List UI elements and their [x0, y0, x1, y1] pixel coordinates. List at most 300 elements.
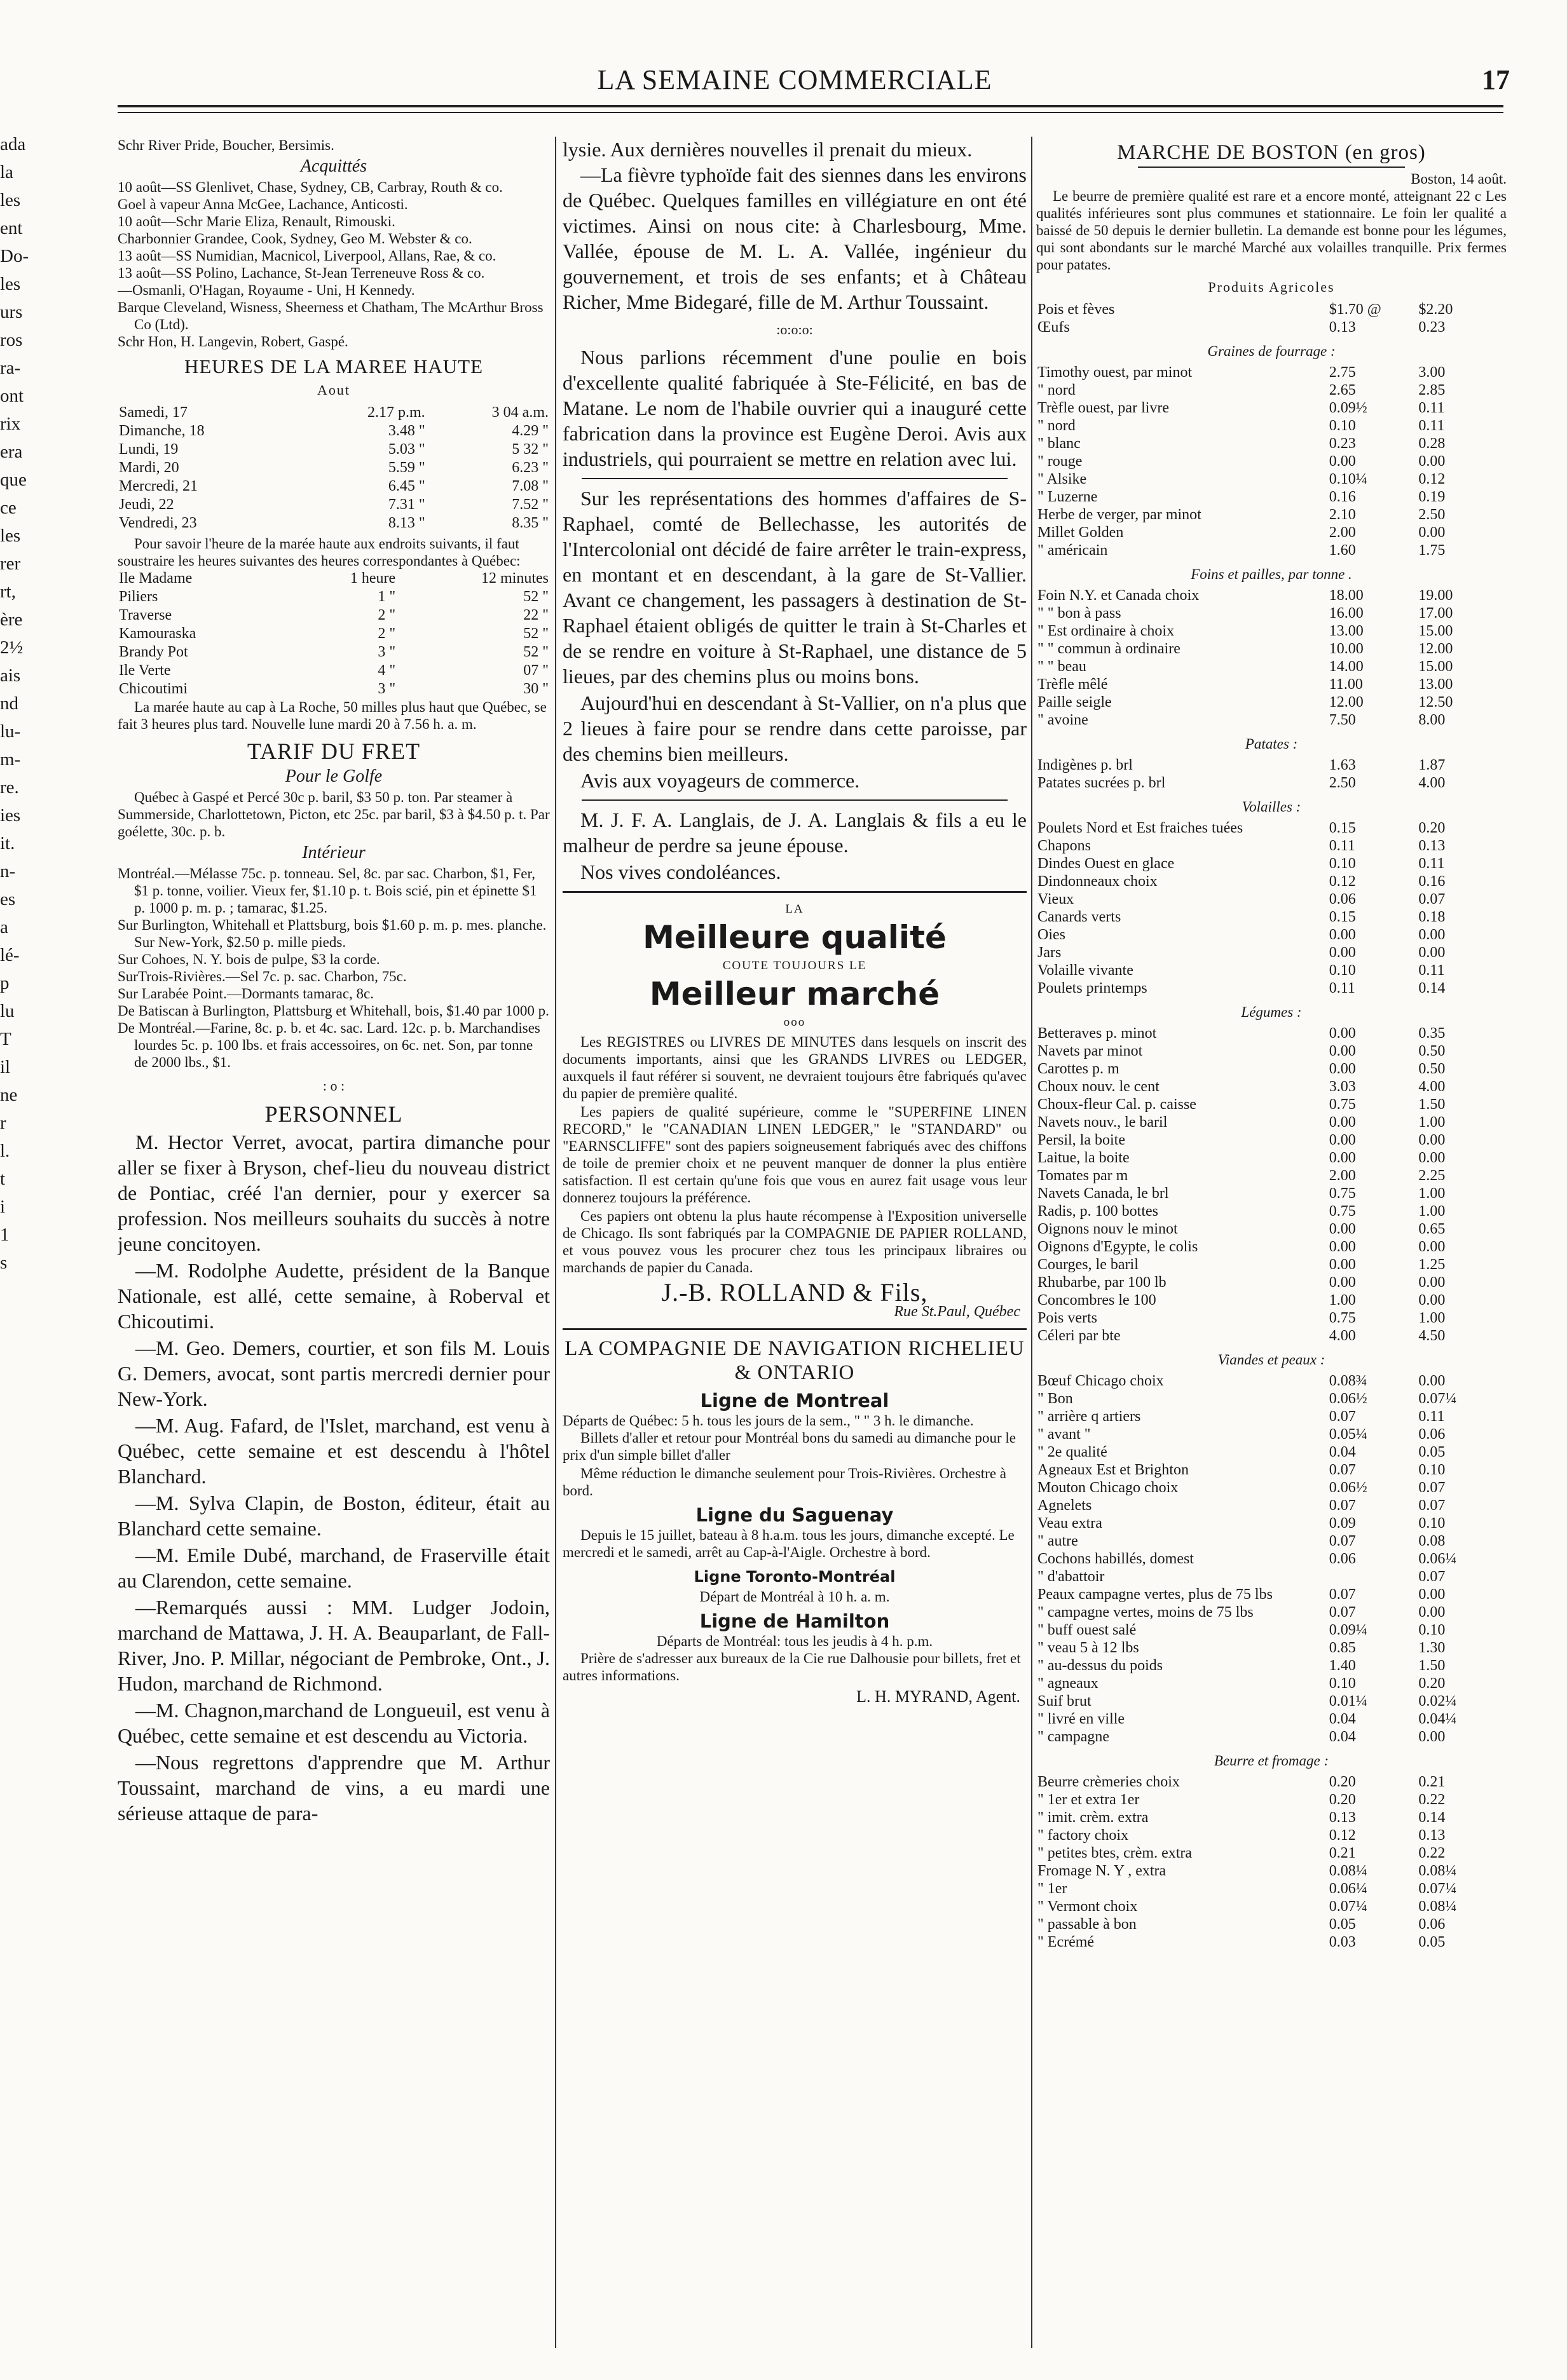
price-label: Veau extra: [1037, 1515, 1102, 1532]
price-label: Céleri par bte: [1037, 1328, 1121, 1344]
column-divider-1: [555, 137, 556, 2348]
price-category-heading: Légumes :: [1241, 1004, 1302, 1020]
price-row: [1036, 1639, 1507, 1657]
price-low: 0.75: [1329, 1096, 1356, 1113]
price-low: 0.75: [1329, 1203, 1356, 1220]
tide-places-table: [118, 569, 550, 698]
price-row: [1036, 1461, 1507, 1479]
price-row: [1036, 1550, 1507, 1568]
price-label: Jars: [1037, 944, 1062, 961]
price-high: 0.11: [1418, 962, 1445, 979]
price-row: [1036, 1880, 1507, 1898]
ad-firm-name: J.-B. ROLLAND & Fils,: [661, 1278, 928, 1307]
paragraph: Aujourd'hui en descendant à St-Vallier, on n'a plus que 2 lieues à faire pour se rendre dans cette paroisse, par des chemins bien meilleurs.: [563, 691, 1027, 765]
margin-fragment: que: [0, 470, 27, 490]
price-high: 0.07: [1418, 1497, 1446, 1514]
tide-footer: La marée haute au cap à La Roche, 50 milles plus haut que Québec, se fait 3 heures plus tard. Nouvelle lune mardi 20 à 7.56 h. a. m.: [118, 699, 547, 732]
navigation-advertisement: [563, 1336, 1027, 1706]
tide-pm: 5.03 ": [388, 441, 425, 458]
price-label: Œufs: [1037, 319, 1070, 336]
price-high: 0.00: [1418, 524, 1446, 541]
ad-headline-quality: Meilleure qualité: [643, 919, 947, 956]
price-high: 15.00: [1418, 623, 1453, 639]
margin-fragment: it.: [0, 833, 15, 853]
tide-minutes: 52 ": [523, 588, 549, 605]
price-low: 2.00: [1329, 524, 1356, 541]
tide-hours: 1 heure: [350, 570, 396, 587]
price-row: [1036, 979, 1507, 997]
tide-row: [118, 404, 550, 422]
price-row: [1036, 774, 1507, 792]
price-low: 2.00: [1329, 1167, 1356, 1184]
price-label: Persil, la boite: [1037, 1132, 1125, 1148]
price-label: Dindes Ouest en glace: [1037, 855, 1175, 872]
price-label: " nord: [1037, 418, 1076, 434]
tide-hours: 2 ": [378, 625, 396, 642]
price-high: 2.50: [1418, 507, 1446, 523]
price-high: 0.06: [1418, 1426, 1446, 1443]
price-low: 0.04: [1329, 1729, 1356, 1745]
price-high: 0.07¼: [1418, 1391, 1457, 1407]
price-row: [1036, 488, 1507, 506]
shipping-intro: Schr River Pride, Boucher, Bersimis.: [118, 137, 334, 153]
market-dateline: Boston, 14 août.: [1411, 171, 1507, 187]
margin-fragment: Do-: [0, 246, 29, 266]
price-row: [1036, 1497, 1507, 1514]
personnel-heading: PERSONNEL: [264, 1101, 403, 1127]
price-low: 1.63: [1329, 757, 1356, 773]
column-1: [118, 137, 550, 2348]
price-label: Trèfle ouest, par livre: [1037, 400, 1170, 416]
paragraph: Nos vives condoléances.: [580, 860, 781, 883]
tide-pm: 7.31 ": [388, 496, 425, 513]
price-low: 0.06: [1329, 891, 1356, 908]
personnel-paragraph: —Remarqués aussi : MM. Ludger Jodoin, marchand de Mattawa, J. H. A. Beauparlant, de Fall-River, Jno. P. Millar, négociant de Pembroke, Ont., J. Hudon, marchand de Richmond.: [118, 1596, 550, 1695]
price-label: " autre: [1037, 1533, 1078, 1549]
price-row: [1036, 1309, 1507, 1327]
ad-text: Les REGISTRES ou LIVRES DE MINUTES dans lesquels on inscrit des documents importants, ainsi que les GRANDS LIVRES ou LEDGER, auxquels il faut référer si souvent, ne devraient toujours être fabriqués qu'avec du papier de première qualité.: [563, 1034, 1027, 1101]
ad-headline-price: Meilleur marché: [649, 976, 940, 1012]
margin-fragment: ais: [0, 665, 21, 686]
tide-am: 8.35 ": [512, 515, 549, 531]
price-high: 3.00: [1418, 364, 1446, 381]
price-row: [1036, 1443, 1507, 1461]
price-row: [1036, 1728, 1507, 1746]
price-low: 0.20: [1329, 1792, 1356, 1808]
margin-fragment: les: [0, 190, 21, 210]
price-high: 0.00: [1418, 1132, 1446, 1148]
price-low: 0.07: [1329, 1604, 1356, 1621]
acquitte-entry: Barque Cleveland, Wisness, Sheerness et Chatham, The McArthur Bross Co (Ltd).: [118, 299, 544, 332]
price-label: Canards verts: [1037, 909, 1121, 925]
market-intro: Le beurre de première qualité est rare et a encore monté, atteignant 22 c Les qualités inférieures sont plus communes et stationnaire. Le foin ler qualité a baissé de 50 depuis le dernier bulletin. La demande est bonne pour les légumes, qui sont abondants sur le marché Marché aux volailles tranquille. Prix fermes pour patates.: [1036, 188, 1507, 273]
tide-minutes: 07 ": [523, 662, 549, 679]
tide-row: [118, 514, 550, 533]
price-label: Beurre crèmeries choix: [1037, 1774, 1180, 1790]
price-low: 0.07: [1329, 1462, 1356, 1478]
price-high: 0.20: [1418, 1675, 1446, 1692]
personnel-paragraph: —M. Geo. Demers, courtier, et son fils M. Louis G. Demers, avocat, sont partis mercredi dernier pour New-York.: [118, 1336, 550, 1410]
price-high: 0.07: [1418, 1568, 1446, 1585]
price-label: " nord: [1037, 382, 1076, 398]
price-low: 0.07: [1329, 1497, 1356, 1514]
margin-fragment: ne: [0, 1085, 18, 1105]
rolland-advertisement: [563, 899, 1027, 1322]
advertisement-rule: [563, 1328, 1027, 1330]
paragraph: M. J. F. A. Langlais, de J. A. Langlais & fils a eu le malheur de perdre sa jeune épouse.: [563, 808, 1027, 857]
price-low: 0.04: [1329, 1711, 1356, 1727]
line-text: Départs de Québec: 5 h. tous les jours de la sem., " " 3 h. le dimanche.: [563, 1413, 974, 1429]
price-high: 0.08: [1418, 1533, 1446, 1549]
price-high: 0.06¼: [1418, 1551, 1457, 1567]
price-row: [1036, 640, 1507, 658]
price-label: " Ecrémé: [1037, 1934, 1095, 1950]
price-label: " campagne: [1037, 1729, 1110, 1745]
margin-fragment: il: [0, 1057, 11, 1077]
price-label: " Est ordinaire à choix: [1037, 623, 1175, 639]
price-high: 1.50: [1418, 1096, 1446, 1113]
price-high: 1.30: [1418, 1640, 1446, 1656]
price-high: 0.16: [1418, 873, 1446, 890]
paragraph: Nous parlions récemment d'une poulie en bois d'excellente qualité fabriquée à Ste-Félicité, en bas de Matane. Le nom de l'habile ouvrier qui a inauguré cette fabrication dans la province est Eugène Deroi. Avis aux industriels, qui pourraient se mettre en relation avec lui.: [563, 346, 1027, 470]
price-row: [1036, 1809, 1507, 1826]
line-hamilton: Ligne de Hamilton: [699, 1610, 890, 1632]
price-row: [1036, 435, 1507, 452]
price-high: 13.00: [1418, 676, 1453, 693]
price-low: 13.00: [1329, 623, 1364, 639]
price-row: [1036, 381, 1507, 399]
price-high: 0.00: [1418, 453, 1446, 470]
price-label: " 1er et extra 1er: [1037, 1792, 1140, 1808]
price-label: Dindonneaux choix: [1037, 873, 1158, 890]
price-label: Betteraves p. minot: [1037, 1025, 1157, 1042]
tarif-entry: Sur Larabée Point.—Dormants tamarac, 8c.: [118, 986, 374, 1002]
price-lists: [1036, 301, 1507, 1951]
price-high: 1.25: [1418, 1256, 1446, 1273]
price-label: " veau 5 à 12 lbs: [1037, 1640, 1139, 1656]
price-row: [1036, 1586, 1507, 1603]
price-high: 0.00: [1418, 1239, 1446, 1255]
tide-place-row: [118, 662, 550, 680]
price-high: 4.00: [1418, 1078, 1446, 1095]
personnel-section: [118, 1129, 550, 1826]
price-high: 0.11: [1418, 400, 1445, 416]
price-high: 0.08¼: [1418, 1863, 1457, 1879]
price-label: Pois et fèves: [1037, 301, 1115, 318]
price-row: [1036, 1372, 1507, 1390]
price-high: 4.50: [1418, 1328, 1446, 1344]
price-low: 0.00: [1329, 1132, 1356, 1148]
price-row: [1036, 1479, 1507, 1497]
tide-place: Traverse: [119, 607, 172, 623]
price-low: 0.00: [1329, 1239, 1356, 1255]
paragraph: Sur les représentations des hommes d'affaires de S-Raphael, comté de Bellechasse, les autorités de l'Intercolonial ont décidé de faire arrêter le train-express, en montant et en descendant, à la gare de St-Vallier. Avant ce changement, les passagers à destination de St-Raphael étaient obligés de quitter le train à St-Charles et de se rendre en voiture à St-Raphael, une distance de 5 lieues, par des chemins plus ou moins bons.: [563, 487, 1027, 688]
price-low: $1.70 @: [1329, 301, 1381, 318]
margin-fragment: ère: [0, 609, 23, 630]
margin-fragment: ce: [0, 498, 17, 518]
price-low: 0.10¼: [1329, 471, 1367, 487]
price-high: 12.50: [1418, 694, 1453, 711]
price-row: [1036, 962, 1507, 979]
price-label: " 1er: [1037, 1880, 1067, 1897]
price-high: 0.00: [1418, 1373, 1446, 1389]
price-row: [1036, 693, 1507, 711]
price-label: " au-dessus du poids: [1037, 1657, 1163, 1674]
margin-fragment: urs: [0, 302, 23, 322]
paragraph: Avis aux voyageurs de commerce.: [580, 769, 860, 792]
margin-fragment: t: [0, 1169, 6, 1189]
price-low: 0.10: [1329, 855, 1356, 872]
adjacent-page-margin-fragments: [0, 130, 37, 1277]
price-high: 0.00: [1418, 927, 1446, 943]
ad-text: Ces papiers ont obtenu la plus haute récompense à l'Exposition universelle de Chicago. Ils sont fabriqués par la COMPAGNIE DE PAPIER ROLLAND, et vous pouvez vous les procurer chez tous les principaux libraires ou marchands de papier du Canada.: [563, 1208, 1027, 1275]
column-divider-2: [1031, 137, 1032, 2348]
price-row: [1036, 855, 1507, 873]
margin-fragment: lu-: [0, 721, 21, 742]
price-low: 0.07: [1329, 1533, 1356, 1549]
price-high: 0.14: [1418, 980, 1446, 996]
price-table: [1036, 1024, 1507, 1345]
price-table: [1036, 587, 1507, 729]
price-high: 4.00: [1418, 775, 1446, 791]
price-low: 0.75: [1329, 1185, 1356, 1202]
price-label: Herbe de verger, par minot: [1037, 507, 1201, 523]
price-high: 0.20: [1418, 820, 1446, 836]
tide-place-row: [118, 625, 550, 643]
price-row: [1036, 1657, 1507, 1675]
tide-row: [118, 422, 550, 440]
price-label: Patates sucrées p. brl: [1037, 775, 1166, 791]
price-label: Courges, le baril: [1037, 1256, 1139, 1273]
price-low: 0.11: [1329, 838, 1355, 854]
price-low: 0.09¼: [1329, 1622, 1367, 1638]
price-low: 2.75: [1329, 364, 1356, 381]
acquitte-entry: 13 août—SS Numidian, Macnicol, Liverpool, Allans, Rae, & co.: [118, 248, 496, 264]
price-high: 0.22: [1418, 1845, 1446, 1861]
price-high: $2.20: [1418, 301, 1453, 318]
price-low: 18.00: [1329, 587, 1364, 604]
price-row: [1036, 1862, 1507, 1880]
price-high: 0.13: [1418, 1827, 1446, 1844]
tide-place-row: [118, 588, 550, 606]
tarif-entry: De Batiscan à Burlington, Plattsburg et Whitehall, bois, $1.40 par 1000 p.: [118, 1003, 549, 1019]
tide-place: Brandy Pot: [119, 644, 188, 660]
price-high: 0.07: [1418, 891, 1446, 908]
price-high: 0.23: [1418, 319, 1446, 336]
price-low: 0.08¼: [1329, 1863, 1367, 1879]
margin-fragment: rix: [0, 414, 21, 434]
price-row: [1036, 926, 1507, 944]
personnel-paragraph: —M. Chagnon,marchand de Longueuil, est venu à Québec, cette semaine et est descendu au Victoria.: [118, 1699, 550, 1747]
price-label: " campagne vertes, moins de 75 lbs: [1037, 1604, 1254, 1621]
price-row: [1036, 587, 1507, 604]
price-row: [1036, 399, 1507, 417]
price-table: [1036, 301, 1507, 336]
tide-row: [118, 496, 550, 514]
price-high: 0.05: [1418, 1444, 1446, 1460]
price-low: 0.75: [1329, 1310, 1356, 1326]
price-row: [1036, 1274, 1507, 1291]
price-low: 16.00: [1329, 605, 1364, 622]
price-row: [1036, 1202, 1507, 1220]
price-row: [1036, 1408, 1507, 1425]
price-label: " blanc: [1037, 435, 1081, 452]
price-high: 0.00: [1418, 1274, 1446, 1291]
price-row: [1036, 658, 1507, 676]
price-low: 4.00: [1329, 1328, 1356, 1344]
price-low: 0.07¼: [1329, 1898, 1367, 1915]
tide-am: 3 04 a.m.: [491, 404, 549, 421]
price-high: 1.00: [1418, 1310, 1446, 1326]
personnel-paragraph: —M. Rodolphe Audette, président de la Banque Nationale, est allé, cette semaine, à Roberval et Chicoutimi.: [118, 1259, 550, 1333]
navigation-title: LA COMPAGNIE DE NAVIGATION RICHELIEU & ONTARIO: [565, 1337, 1025, 1384]
price-high: 0.05: [1418, 1934, 1446, 1950]
tide-am: 5 32 ": [512, 441, 549, 458]
price-low: 0.00: [1329, 944, 1356, 961]
header-rule-thin: [118, 112, 1503, 113]
tide-day: Dimanche, 18: [119, 423, 205, 439]
margin-fragment: n-: [0, 861, 16, 881]
price-low: 0.00: [1329, 1114, 1356, 1131]
tide-minutes: 52 ": [523, 625, 549, 642]
price-low: 1.40: [1329, 1657, 1356, 1674]
line-text: Même réduction le dimanche seulement pour Trois-Rivières. Orchestre à bord.: [563, 1465, 1007, 1499]
price-label: Fromage N. Y , extra: [1037, 1863, 1167, 1879]
price-row: [1036, 1621, 1507, 1639]
price-label: " Luzerne: [1037, 489, 1098, 505]
price-label: Carottes p. m: [1037, 1061, 1119, 1077]
price-label: Trèfle mêlé: [1037, 676, 1108, 693]
price-low: 11.00: [1329, 676, 1363, 693]
price-label: Agnelets: [1037, 1497, 1092, 1514]
price-label: " buff ouest salé: [1037, 1622, 1137, 1638]
price-low: 0.00: [1329, 1061, 1356, 1077]
price-label: " petites btes, crèm. extra: [1037, 1845, 1193, 1861]
divider: [582, 799, 1008, 801]
personnel-paragraph: M. Hector Verret, avocat, partira dimanche pour aller se fixer à Bryson, chef-lieu du nouveau district de Pontiac, créé l'an dernier, pour y exercer sa profession. Nos meilleurs souhaits du succès à notre jeune concitoyen.: [118, 1131, 550, 1255]
price-row: [1036, 1096, 1507, 1113]
price-low: 0.07: [1329, 1408, 1356, 1425]
price-row: [1036, 318, 1507, 336]
price-low: 0.01¼: [1329, 1693, 1367, 1710]
price-label: " agneaux: [1037, 1675, 1098, 1692]
price-low: 1.00: [1329, 1292, 1356, 1309]
margin-fragment: i: [0, 1197, 6, 1217]
price-low: 0.11: [1329, 980, 1355, 996]
column-3: [1036, 137, 1507, 2348]
price-row: [1036, 1185, 1507, 1202]
tide-am: 7.52 ": [512, 496, 549, 513]
personnel-paragraph: —M. Sylva Clapin, de Boston, éditeur, était au Blanchard cette semaine.: [118, 1492, 550, 1540]
price-low: 0.00: [1329, 1043, 1356, 1059]
price-label: " factory choix: [1037, 1827, 1129, 1844]
price-high: 1.75: [1418, 542, 1446, 559]
price-label: Laitue, la boite: [1037, 1150, 1130, 1166]
price-high: 0.00: [1418, 1586, 1446, 1603]
tide-place-row: [118, 680, 550, 698]
price-row: [1036, 506, 1507, 524]
price-high: 0.19: [1418, 489, 1446, 505]
price-high: 0.50: [1418, 1043, 1446, 1059]
price-low: 2.65: [1329, 382, 1356, 398]
price-low: 0.10: [1329, 418, 1356, 434]
price-label: Oignons d'Egypte, le colis: [1037, 1239, 1198, 1255]
price-row: [1036, 1256, 1507, 1274]
price-label: " d'abattoir: [1037, 1568, 1105, 1585]
price-low: 0.08¾: [1329, 1373, 1367, 1389]
personnel-paragraph: —Nous regrettons d'apprendre que M. Arthur Toussaint, marchand de vins, a eu mardi une sérieuse attaque de para-: [118, 1751, 550, 1825]
personnel-paragraph: —M. Aug. Fafard, de l'Islet, marchand, est venu à Québec, cette semaine et est descendu à l'hôtel Blanchard.: [118, 1414, 550, 1488]
price-low: 0.00: [1329, 1256, 1356, 1273]
tide-pm: 5.59 ": [388, 459, 425, 476]
line-text: Départs de Montréal: tous les jeudis à 4 h. p.m.: [656, 1633, 933, 1649]
margin-fragment: ont: [0, 386, 24, 406]
price-high: 0.11: [1418, 418, 1445, 434]
tide-am: 4.29 ": [512, 423, 549, 439]
price-low: 0.10: [1329, 1675, 1356, 1692]
tide-pm: 2.17 p.m.: [367, 404, 425, 421]
tarif-interieur-list: [118, 865, 550, 1071]
price-high: 1.87: [1418, 757, 1446, 773]
acquittes-heading: Acquittés: [300, 156, 367, 176]
price-high: 0.13: [1418, 838, 1446, 854]
price-row: [1036, 908, 1507, 926]
price-row: [1036, 837, 1507, 855]
price-high: 15.00: [1418, 658, 1453, 675]
price-label: " passable à bon: [1037, 1916, 1137, 1933]
price-row: [1036, 604, 1507, 622]
price-label: Foin N.Y. et Canada choix: [1037, 587, 1200, 604]
price-low: 0.07: [1329, 1586, 1356, 1603]
line-text: Départ de Montréal à 10 h. a. m.: [699, 1589, 890, 1605]
price-low: 0.09: [1329, 1515, 1356, 1532]
paragraph: lysie. Aux dernières nouvelles il prenait du mieux.: [563, 138, 973, 161]
price-row: [1036, 711, 1507, 729]
price-label: Pois verts: [1037, 1310, 1098, 1326]
price-label: Chapons: [1037, 838, 1091, 854]
price-label: " avant ": [1037, 1426, 1091, 1443]
price-row: [1036, 1898, 1507, 1915]
price-low: 0.13: [1329, 319, 1356, 336]
price-high: 2.85: [1418, 382, 1446, 398]
price-row: [1036, 524, 1507, 541]
price-row: [1036, 1826, 1507, 1844]
price-high: 0.12: [1418, 471, 1446, 487]
price-label: Poulets printemps: [1037, 980, 1147, 996]
tide-place: Ile Madame: [119, 570, 193, 587]
price-label: Navets nouv., le baril: [1037, 1114, 1168, 1131]
column-2: [563, 137, 1027, 2348]
price-row: [1036, 1425, 1507, 1443]
section-separator: :o:o:o:: [776, 322, 813, 337]
tide-pm: 8.13 ": [388, 515, 425, 531]
tide-minutes: 12 minutes: [481, 570, 549, 587]
price-high: 0.00: [1418, 944, 1446, 961]
tide-place-row: [118, 643, 550, 662]
price-label: " Alsike: [1037, 471, 1087, 487]
price-low: 0.85: [1329, 1640, 1356, 1656]
price-low: 0.06½: [1329, 1391, 1367, 1407]
margin-fragment: ies: [0, 805, 21, 826]
price-category-heading: Viandes et peaux :: [1217, 1352, 1325, 1368]
tide-day: Vendredi, 23: [119, 515, 197, 531]
price-high: 0.14: [1418, 1809, 1446, 1826]
price-high: 1.00: [1418, 1114, 1446, 1131]
price-high: 0.35: [1418, 1025, 1446, 1042]
tide-day: Jeudi, 22: [119, 496, 174, 513]
price-label: " rouge: [1037, 453, 1083, 470]
price-row: [1036, 1390, 1507, 1408]
